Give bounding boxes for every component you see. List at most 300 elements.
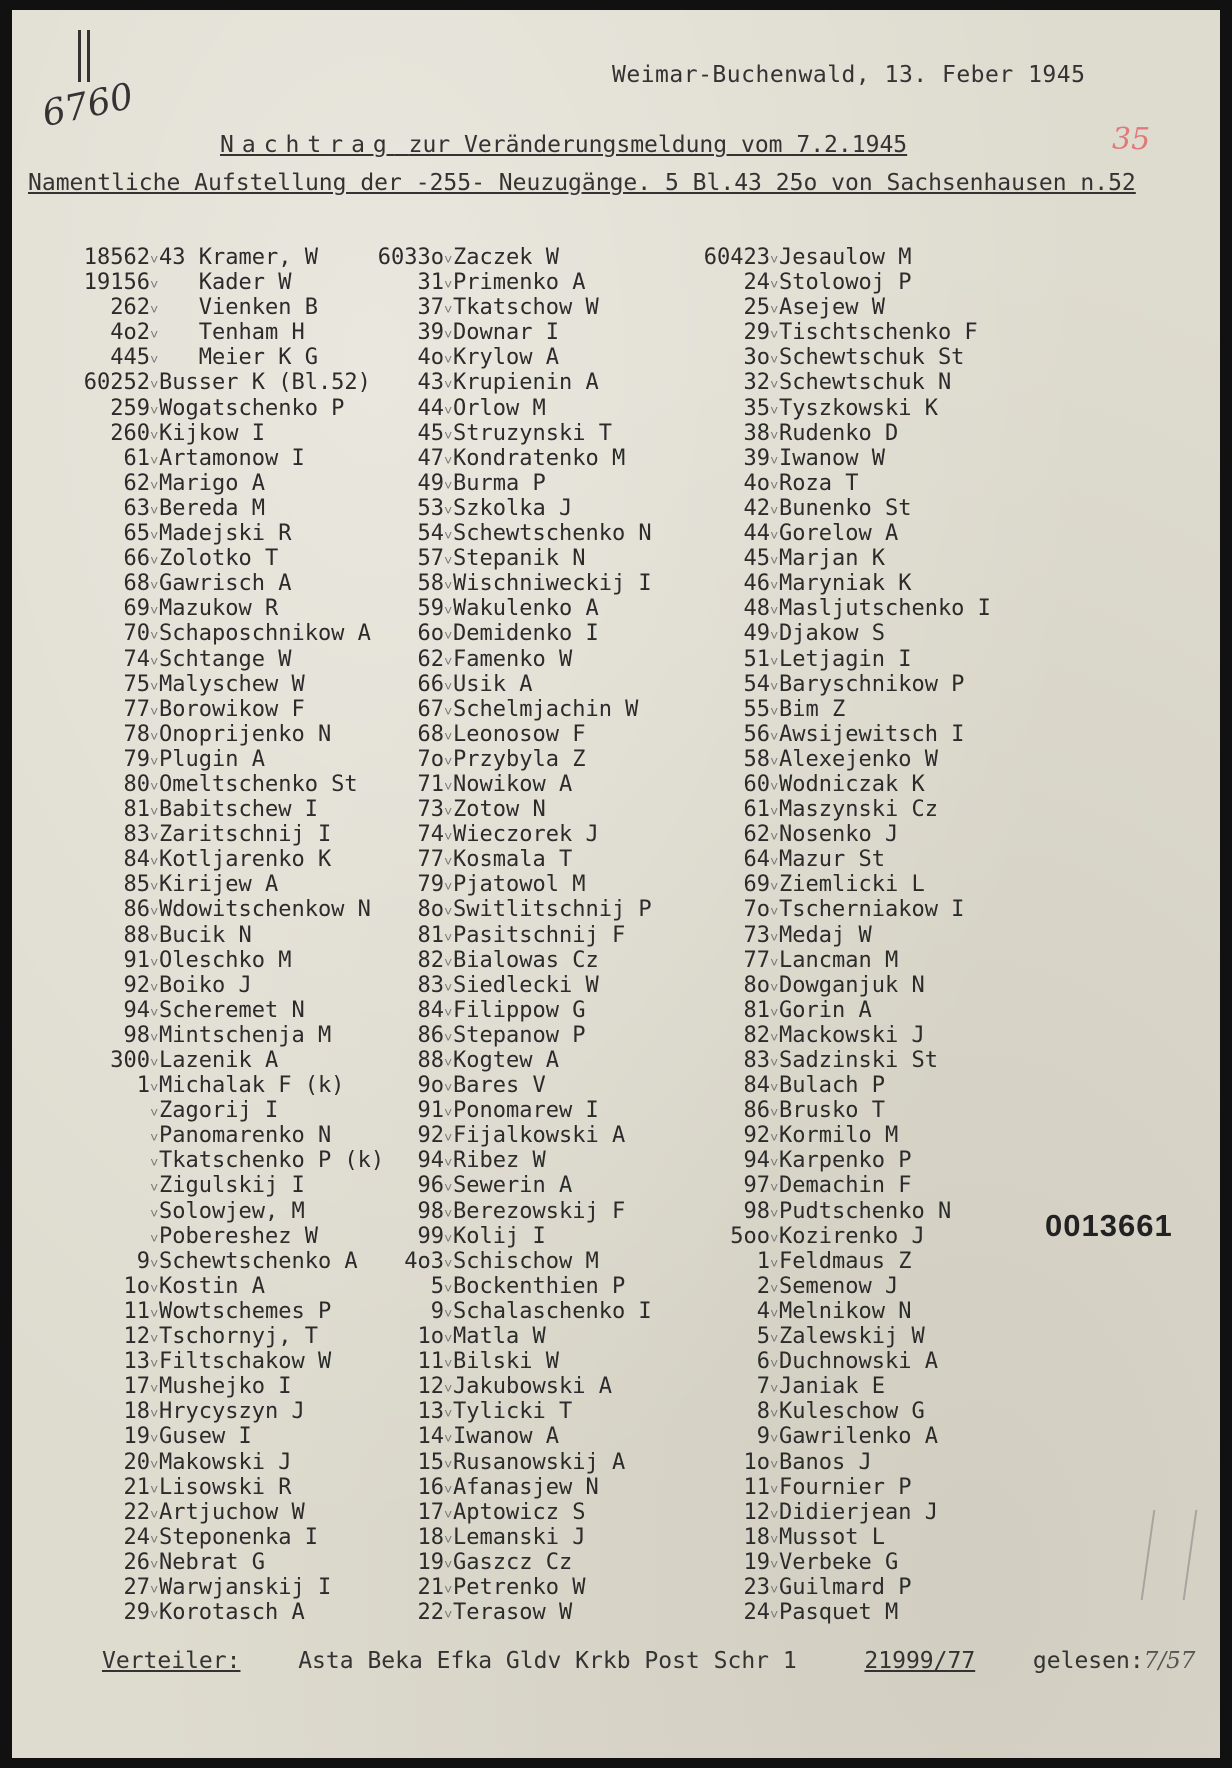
check-tick-mark: ˅	[770, 753, 779, 770]
check-tick-mark: ˅	[444, 778, 453, 795]
prisoner-number: 77	[417, 847, 444, 873]
prisoner-number: 445	[110, 345, 150, 371]
prisoner-number: 13	[417, 1399, 444, 1425]
prisoner-name: Kostin A	[159, 1273, 265, 1299]
prisoner-name: Stolowoj P	[779, 270, 912, 296]
prisoner-name: Sadzinski St	[779, 1048, 938, 1073]
prisoner-name: Downar I	[453, 320, 559, 346]
check-tick-mark: ˅	[150, 829, 159, 846]
prisoner-entry	[352, 1199, 652, 1224]
check-tick-mark: ˅	[150, 1029, 159, 1046]
prisoner-entry	[678, 1199, 991, 1224]
prisoner-number: 62	[743, 822, 770, 848]
prisoner-number: 9o	[417, 1073, 444, 1099]
prisoner-name: Gorelow A	[779, 521, 899, 547]
prisoner-entry	[678, 672, 991, 697]
prisoner-entry	[352, 973, 652, 998]
prisoner-name: Duchnowski A	[779, 1349, 938, 1375]
prisoner-number: 99	[417, 1223, 444, 1249]
prisoner-name: Schischow M	[453, 1248, 599, 1274]
prisoner-number: 92	[123, 972, 150, 998]
prisoner-number: 48	[743, 596, 770, 622]
prisoner-name: Demidenko I	[453, 621, 599, 647]
check-tick-mark: ˅	[444, 603, 453, 620]
prisoner-name: Gusew I	[159, 1424, 252, 1450]
prisoner-entry	[42, 446, 384, 471]
prisoner-number: 11	[123, 1298, 150, 1324]
distribution-recipients: Asta Beka Efka Gldv Krkb Post Schr 1	[298, 1648, 797, 1674]
prisoner-name: Tscherniakow I	[779, 897, 965, 923]
check-tick-mark: ˅	[150, 528, 159, 545]
prisoner-number: 21	[123, 1474, 150, 1500]
prisoner-name: Ponomarew I	[453, 1098, 599, 1124]
check-tick-mark: ˅	[770, 1406, 779, 1423]
check-tick-mark: ˅	[150, 678, 159, 695]
prisoner-number: 51	[743, 646, 770, 672]
prisoner-entry	[678, 1048, 991, 1073]
prisoner-name: Matla W	[453, 1324, 546, 1350]
prisoner-name: Tischtschenko F	[779, 320, 978, 346]
prisoner-name: Pobereshez W	[159, 1223, 318, 1249]
prisoner-entry	[352, 496, 652, 521]
prisoner-number: 4	[756, 1298, 770, 1324]
prisoner-entry	[42, 320, 384, 345]
prisoner-entry	[352, 1274, 652, 1299]
prisoner-entry	[42, 421, 384, 446]
prisoner-number: 5oo	[730, 1223, 770, 1249]
check-tick-mark: ˅	[444, 1381, 453, 1398]
check-tick-mark: ˅	[770, 578, 779, 595]
prisoner-number: 24	[743, 1600, 770, 1626]
prisoner-number: 92	[743, 1123, 770, 1149]
prisoner-name: Kondratenko M	[453, 445, 626, 471]
prisoner-number: 6o	[417, 621, 444, 647]
check-tick-mark: ˅	[150, 653, 159, 670]
prisoner-number: 11	[417, 1349, 444, 1375]
check-tick-mark: ˅	[444, 879, 453, 896]
prisoner-number: 62	[417, 646, 444, 672]
prisoner-number: 300	[110, 1048, 150, 1073]
prisoner-number: 73	[743, 922, 770, 948]
prisoner-entry	[678, 923, 991, 948]
prisoner-number: 74	[123, 646, 150, 672]
prisoner-number: 25	[743, 295, 770, 321]
prisoner-name: Michalak F (k)	[159, 1073, 345, 1099]
check-tick-mark: ˅	[444, 979, 453, 996]
prisoner-entry	[42, 1224, 384, 1249]
check-tick-mark: ˅	[444, 1055, 453, 1071]
prisoner-entry	[42, 697, 384, 722]
prisoner-name: Wogatschenko P	[159, 395, 345, 421]
prisoner-name: Marjan K	[779, 546, 885, 572]
prisoner-name: Warwjanskij I	[159, 1574, 332, 1600]
prisoner-name: Zaczek W	[453, 245, 559, 270]
check-tick-mark: ˅	[444, 277, 453, 294]
prisoner-name: Feldmaus Z	[779, 1248, 912, 1274]
prisoner-number: 4o	[743, 470, 770, 496]
prisoner-name: Wodniczak K	[779, 771, 925, 797]
prisoner-entry	[352, 1399, 652, 1424]
check-tick-mark: ˅	[150, 1180, 159, 1197]
prisoner-number: 11	[743, 1474, 770, 1500]
prisoner-number: 53	[417, 495, 444, 521]
check-tick-mark: ˅	[444, 1180, 453, 1197]
prisoner-name: Masljutschenko I	[779, 596, 991, 622]
check-tick-mark: ˅	[150, 1431, 159, 1448]
prisoner-number: 81	[417, 922, 444, 948]
prisoner-name: Nebrat G	[159, 1549, 265, 1575]
prisoner-number: 84	[417, 997, 444, 1023]
prisoner-name: Mussot L	[779, 1524, 885, 1550]
prisoner-number: 67	[417, 696, 444, 722]
check-tick-mark: ˅	[150, 1305, 159, 1322]
prisoner-entry	[678, 1550, 991, 1575]
prisoner-number: 38	[743, 420, 770, 446]
prisoner-name: Didierjean J	[779, 1499, 938, 1525]
prisoner-number: 22	[123, 1499, 150, 1525]
prisoner-entry	[352, 847, 652, 872]
check-tick-mark: ˅	[150, 753, 159, 770]
check-tick-mark: ˅	[770, 1431, 779, 1448]
prisoner-number: 1o	[743, 1449, 770, 1475]
prisoner-entry	[352, 1098, 652, 1123]
prisoner-name: Letjagin I	[779, 646, 912, 672]
prisoner-entry	[352, 998, 652, 1023]
prisoner-name: Lancman M	[779, 947, 899, 973]
prisoner-name: Fournier P	[779, 1474, 912, 1500]
prisoner-number: 63	[123, 495, 150, 521]
check-tick-mark: ˅	[770, 302, 779, 319]
prisoner-entry	[42, 872, 384, 897]
prisoner-name: Babitschew I	[159, 797, 318, 823]
prisoner-name: Artjuchow W	[159, 1499, 305, 1525]
prisoner-name: Aptowicz S	[453, 1499, 586, 1525]
prisoner-name: Omeltschenko St	[159, 771, 358, 797]
prisoner-entry	[678, 320, 991, 345]
prisoner-name: Tenham H	[159, 320, 305, 346]
prisoner-entry	[678, 1098, 991, 1123]
prisoner-name: Schewtschenko A	[159, 1248, 358, 1274]
prisoner-number: 45	[743, 546, 770, 572]
prisoner-entry	[42, 1349, 384, 1374]
prisoner-entry	[42, 973, 384, 998]
check-tick-mark: ˅	[770, 653, 779, 670]
check-tick-mark: ˅	[770, 377, 779, 394]
handwritten-number: 6760	[38, 75, 137, 136]
prisoner-number: 2	[756, 1273, 770, 1299]
prisoner-name: Pasquet M	[779, 1600, 899, 1626]
prisoner-name: Lazenik A	[159, 1048, 279, 1073]
prisoner-name: Demachin F	[779, 1173, 912, 1199]
check-tick-mark: ˅	[150, 302, 159, 319]
prisoner-number: 82	[417, 947, 444, 973]
prisoner-name: Kosmala T	[453, 847, 573, 873]
prisoner-name: Plugin A	[159, 746, 265, 772]
prisoner-name: Mushejko I	[159, 1374, 292, 1400]
prisoner-number: 37	[417, 295, 444, 321]
prisoner-entry	[42, 948, 384, 973]
prisoner-name: Wakulenko A	[453, 596, 599, 622]
check-tick-mark: ˅	[150, 352, 159, 369]
prisoner-name: Schewtschenko N	[453, 521, 652, 547]
check-tick-mark: ˅	[444, 1080, 453, 1097]
title-spaced-word: Nachtrag	[220, 132, 395, 158]
prisoner-number: 88	[417, 1048, 444, 1073]
prisoner-number: 29	[743, 320, 770, 346]
prisoner-name: Madejski R	[159, 521, 292, 547]
prisoner-column-2	[352, 245, 652, 1625]
check-tick-mark: ˅	[444, 377, 453, 394]
prisoner-number: 83	[417, 972, 444, 998]
check-tick-mark: ˅	[444, 1607, 453, 1624]
prisoner-name: Mintschenja M	[159, 1022, 332, 1048]
distribution-footer	[102, 1648, 1195, 1674]
prisoner-entry	[352, 421, 652, 446]
check-tick-mark: ˅	[150, 1280, 159, 1297]
prisoner-entry	[42, 1600, 384, 1625]
prisoner-name: Kozirenko J	[779, 1223, 925, 1249]
check-tick-mark: ˅	[150, 1456, 159, 1473]
prisoner-name: Artamonow I	[159, 445, 305, 471]
prisoner-number: 15	[417, 1449, 444, 1475]
prisoner-number: 1	[756, 1248, 770, 1274]
check-tick-mark: ˅	[150, 979, 159, 996]
prisoner-name: Banos J	[779, 1449, 872, 1475]
prisoner-number: 65	[123, 521, 150, 547]
prisoner-name: Pudtschenko N	[779, 1198, 952, 1224]
prisoner-number: 29	[123, 1600, 150, 1626]
prisoner-number: 57	[417, 546, 444, 572]
prisoner-number: 97	[743, 1173, 770, 1199]
check-tick-mark: ˅	[444, 904, 453, 921]
check-tick-mark: ˅	[770, 502, 779, 519]
check-tick-mark: ˅	[150, 1406, 159, 1423]
check-tick-mark: ˅	[444, 1255, 453, 1272]
prisoner-entry	[42, 772, 384, 797]
prisoner-number: 7o	[417, 746, 444, 772]
prisoner-number: 58	[417, 571, 444, 597]
prisoner-entry	[678, 1399, 991, 1424]
prisoner-entry	[42, 923, 384, 948]
check-tick-mark: ˅	[444, 427, 453, 444]
check-tick-mark: ˅	[150, 1331, 159, 1348]
prisoner-entry	[678, 1525, 991, 1550]
check-tick-mark: ˅	[444, 1431, 453, 1448]
prisoner-entry	[678, 421, 991, 446]
prisoner-name: Stepanow P	[453, 1022, 586, 1048]
prisoner-entry	[352, 270, 652, 295]
check-tick-mark: ˅	[150, 879, 159, 896]
prisoner-number: 19	[417, 1549, 444, 1575]
prisoner-name: Zotow N	[453, 797, 546, 823]
prisoner-number: 5	[430, 1273, 444, 1299]
prisoner-number: 39	[417, 320, 444, 346]
prisoner-name: Lisowski R	[159, 1474, 292, 1500]
prisoner-name: Przybyla Z	[453, 746, 586, 772]
prisoner-number: 45	[417, 420, 444, 446]
prisoner-entry	[42, 1500, 384, 1525]
check-tick-mark: ˅	[770, 1130, 779, 1147]
prisoner-name: Semenow J	[779, 1273, 899, 1299]
prisoner-number: 73	[417, 797, 444, 823]
check-tick-mark: ˅	[444, 1105, 453, 1122]
prisoner-number: 16	[417, 1474, 444, 1500]
prisoner-number: 83	[123, 822, 150, 848]
prisoner-number: 60423	[703, 245, 770, 270]
prisoner-column-1	[42, 245, 384, 1625]
prisoner-name: Leonosow F	[453, 721, 586, 747]
check-tick-mark: ˅	[444, 678, 453, 695]
prisoner-entry	[678, 998, 991, 1023]
prisoner-name: Fijalkowski A	[453, 1123, 626, 1149]
check-tick-mark: ˅	[444, 1205, 453, 1222]
prisoner-entry	[352, 1500, 652, 1525]
check-tick-mark: ˅	[770, 477, 779, 494]
prisoner-name: Janiak E	[779, 1374, 885, 1400]
prisoner-number: 260	[110, 420, 150, 446]
check-tick-mark: ˅	[770, 1305, 779, 1322]
check-tick-mark: ˅	[770, 1205, 779, 1222]
prisoner-entry	[678, 772, 991, 797]
prisoner-name: Jesaulow M	[779, 245, 912, 270]
check-tick-mark: ˅	[444, 1556, 453, 1573]
prisoner-entry	[42, 1274, 384, 1299]
prisoner-entry	[42, 1374, 384, 1399]
prisoner-name: Schalaschenko I	[453, 1298, 652, 1324]
prisoner-entry	[678, 697, 991, 722]
check-tick-mark: ˅	[444, 477, 453, 494]
prisoner-number: 19	[123, 1424, 150, 1450]
prisoner-entry	[678, 1073, 991, 1098]
read-label: gelesen:	[1032, 1648, 1144, 1674]
prisoner-entry	[678, 1249, 991, 1274]
prisoner-number: 32	[743, 370, 770, 396]
check-tick-mark: ˅	[770, 954, 779, 971]
prisoner-entry	[678, 897, 991, 922]
prisoner-name: Kuleschow G	[779, 1399, 925, 1425]
prisoner-entry	[352, 396, 652, 421]
prisoner-name: Kolij I	[453, 1223, 546, 1249]
prisoner-number: 18	[123, 1399, 150, 1425]
prisoner-entry	[42, 1098, 384, 1123]
prisoner-name: Bockenthien P	[453, 1273, 626, 1299]
check-tick-mark: ˅	[444, 1456, 453, 1473]
prisoner-name: Oleschko M	[159, 947, 292, 973]
check-tick-mark: ˅	[770, 1456, 779, 1473]
prisoner-name: Onoprijenko N	[159, 721, 332, 747]
prisoner-number: 66	[417, 671, 444, 697]
prisoner-entry	[352, 697, 652, 722]
prisoner-name: Szkolka J	[453, 495, 573, 521]
check-tick-mark: ˅	[444, 1004, 453, 1021]
check-tick-mark: ˅	[770, 252, 779, 268]
prisoner-name: Jakubowski A	[453, 1374, 612, 1400]
check-tick-mark: ˅	[444, 1406, 453, 1423]
prisoner-entry	[678, 1023, 991, 1048]
prisoner-entry	[678, 621, 991, 646]
prisoner-name: Wdowitschenkow N	[159, 897, 371, 923]
prisoner-number: 44	[417, 395, 444, 421]
prisoner-name: Kotljarenko K	[159, 847, 332, 873]
check-tick-mark: ˅	[150, 1130, 159, 1147]
prisoner-entry	[352, 320, 652, 345]
prisoner-number: 60252	[83, 370, 150, 396]
prisoner-name: Primenko A	[453, 270, 586, 296]
prisoner-name: Famenko W	[453, 646, 573, 672]
check-tick-mark: ˅	[150, 277, 159, 294]
check-tick-mark: ˅	[150, 1255, 159, 1272]
check-tick-mark: ˅	[770, 1004, 779, 1021]
prisoner-number: 9	[430, 1298, 444, 1324]
check-tick-mark: ˅	[150, 804, 159, 821]
prisoner-entry	[352, 245, 652, 270]
prisoner-number: 18	[743, 1524, 770, 1550]
prisoner-name: Kijkow I	[159, 420, 265, 446]
prisoner-number: 44	[743, 521, 770, 547]
prisoner-name: Dowganjuk N	[779, 972, 925, 998]
prisoner-name: Filtschakow W	[159, 1349, 332, 1375]
check-tick-mark: ˅	[770, 1105, 779, 1122]
prisoner-name: Zagorij I	[159, 1098, 279, 1124]
check-tick-mark: ˅	[770, 829, 779, 846]
prisoner-name: Solowjew, M	[159, 1198, 305, 1224]
check-tick-mark: ˅	[150, 402, 159, 419]
check-tick-mark: ˅	[770, 1029, 779, 1046]
check-tick-mark: ˅	[444, 1230, 453, 1247]
prisoner-entry	[42, 1073, 384, 1098]
check-tick-mark: ˅	[770, 1531, 779, 1548]
prisoner-name: Hrycyszyn J	[159, 1399, 305, 1425]
check-tick-mark: ˅	[770, 1581, 779, 1598]
prisoner-number: 54	[417, 521, 444, 547]
prisoner-name: Schewtschuk N	[779, 370, 952, 396]
prisoner-number: 47	[417, 445, 444, 471]
prisoner-column-3	[678, 245, 991, 1625]
prisoner-entry	[42, 546, 384, 571]
check-tick-mark: ˅	[444, 1305, 453, 1322]
prisoner-name: Baryschnikow P	[779, 671, 965, 697]
prisoner-number: 7o	[743, 897, 770, 923]
check-tick-mark: ˅	[770, 452, 779, 469]
prisoner-entry	[42, 847, 384, 872]
prisoner-entry	[352, 872, 652, 897]
check-tick-mark: ˅	[770, 1255, 779, 1272]
prisoner-entry	[678, 370, 991, 395]
prisoner-number: 19	[743, 1549, 770, 1575]
prisoner-entry	[352, 571, 652, 596]
prisoner-entry	[42, 797, 384, 822]
prisoner-number: 98	[743, 1198, 770, 1224]
prisoner-number: 26	[123, 1549, 150, 1575]
check-tick-mark: ˅	[150, 1581, 159, 1598]
prisoner-entry	[352, 897, 652, 922]
prisoner-name: Stepanik N	[453, 546, 586, 572]
prisoner-entry	[352, 1424, 652, 1449]
prisoner-name: Berezowskij F	[453, 1198, 626, 1224]
check-tick-mark: ˅	[444, 1130, 453, 1147]
prisoner-name: Sewerin A	[453, 1173, 573, 1199]
prisoner-name: Verbeke G	[779, 1549, 899, 1575]
prisoner-entry	[352, 747, 652, 772]
prisoner-name: Tkatschenko P (k)	[159, 1148, 385, 1174]
prisoner-entry	[42, 471, 384, 496]
prisoner-number: 18	[417, 1524, 444, 1550]
prisoner-number: 70	[123, 621, 150, 647]
prisoner-number: 12	[417, 1374, 444, 1400]
check-tick-mark: ˅	[444, 653, 453, 670]
prisoner-number: 77	[743, 947, 770, 973]
prisoner-number: 19156	[83, 270, 150, 296]
